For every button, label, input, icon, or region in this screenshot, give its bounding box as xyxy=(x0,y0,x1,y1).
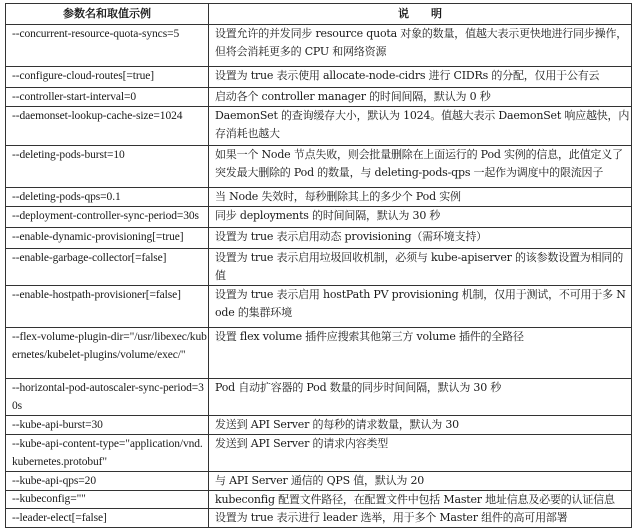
param-cell: --enable-dynamic-provisioning[=true] xyxy=(6,228,209,249)
param-cell: --horizontal-pod-autoscaler-sync-period=30s xyxy=(6,379,209,416)
table-row xyxy=(6,107,632,146)
param-cell: --controller-start-interval=0 xyxy=(6,88,209,107)
desc-cell: 同步 deployments 的时间间隔，默认为 30 秒 xyxy=(209,207,632,228)
table-row xyxy=(6,509,632,528)
desc-cell: 设置 flex volume 插件应搜索其他第三方 volume 插件的全路径 xyxy=(209,328,632,379)
desc-cell: 启动各个 controller manager 的时间间隔，默认为 0 秒 xyxy=(209,88,632,107)
desc-cell: 发送到 API Server 的每秒的请求数量，默认为 30 xyxy=(209,416,632,435)
param-cell: --leader-elect[=false] xyxy=(6,509,209,528)
table-row xyxy=(6,286,632,328)
param-cell: --enable-hostpath-provisioner[=false] xyxy=(6,286,209,328)
param-cell: --kube-api-content-type="application/vnd.kubernetes.protobuf" xyxy=(6,435,209,472)
desc-cell: 设置为 true 表示使用 allocate-node-cidrs 进行 CIDRs 的分配，仅用于公有云 xyxy=(209,67,632,88)
param-cell: --kubeconfig="" xyxy=(6,491,209,509)
table-row xyxy=(6,416,632,435)
param-cell: --deleting-pods-qps=0.1 xyxy=(6,188,209,207)
table-row xyxy=(6,67,632,88)
desc-cell: 设置为 true 表示启用 hostPath PV provisioning 机制，仅用于测试，不可用于多 Node 的集群环境 xyxy=(209,286,632,328)
parameters-table xyxy=(5,3,632,528)
desc-cell: 与 API Server 通信的 QPS 值，默认为 20 xyxy=(209,472,632,491)
param-cell: --enable-garbage-collector[=false] xyxy=(6,249,209,286)
param-cell: --kube-api-burst=30 xyxy=(6,416,209,435)
desc-cell: Pod 自动扩容器的 Pod 数量的同步时间间隔，默认为 30 秒 xyxy=(209,379,632,416)
desc-cell: kubeconfig 配置文件路径，在配置文件中包括 Master 地址信息及必要的认证信息 xyxy=(209,491,632,509)
desc-cell: 设置为 true 表示启用垃圾回收机制，必须与 kube-apiserver 的该参数设置为相同的值 xyxy=(209,249,632,286)
table-row xyxy=(6,88,632,107)
param-cell: --concurrent-resource-quota-syncs=5 xyxy=(6,25,209,67)
desc-cell: 如果一个 Node 节点失败，则会批量删除在上面运行的 Pod 实例的信息，此值定义了突发最大删除的 Pod 的数量，与 deleting-pods-qps 一起作为调度中的限流因子 xyxy=(209,146,632,188)
table-row xyxy=(6,328,632,379)
param-cell: --kube-api-qps=20 xyxy=(6,472,209,491)
table-row xyxy=(6,228,632,249)
table-row xyxy=(6,379,632,416)
param-cell: --daemonset-lookup-cache-size=1024 xyxy=(6,107,209,146)
desc-cell: 设置为 true 表示进行 leader 选举，用于多个 Master 组件的高可用部署 xyxy=(209,509,632,528)
desc-cell: 发送到 API Server 的请求内容类型 xyxy=(209,435,632,472)
desc-cell: 当 Node 失效时，每秒删除其上的多少个 Pod 实例 xyxy=(209,188,632,207)
desc-cell: 设置为 true 表示启用动态 provisioning（需环境支持） xyxy=(209,228,632,249)
header-param: 参数名和取值示例 xyxy=(6,4,209,25)
table-header-row xyxy=(6,4,632,25)
table-row xyxy=(6,435,632,472)
desc-cell: DaemonSet 的查询缓存大小，默认为 1024。值越大表示 DaemonSet 响应越快，内存消耗也越大 xyxy=(209,107,632,146)
table-row xyxy=(6,146,632,188)
table-row xyxy=(6,207,632,228)
table-row xyxy=(6,249,632,286)
header-desc: 说 明 xyxy=(209,4,632,25)
param-cell: --configure-cloud-routes[=true] xyxy=(6,67,209,88)
table-row xyxy=(6,491,632,509)
param-cell: --deployment-controller-sync-period=30s xyxy=(6,207,209,228)
param-cell: --deleting-pods-burst=10 xyxy=(6,146,209,188)
desc-cell: 设置允许的并发同步 resource quota 对象的数量，值越大表示更快地进行同步操作，但将会消耗更多的 CPU 和网络资源 xyxy=(209,25,632,67)
table-row xyxy=(6,472,632,491)
param-cell: --flex-volume-plugin-dir="/usr/libexec/kubernetes/kubelet-plugins/volume/exec/" xyxy=(6,328,209,379)
table-row xyxy=(6,25,632,67)
table-row xyxy=(6,188,632,207)
